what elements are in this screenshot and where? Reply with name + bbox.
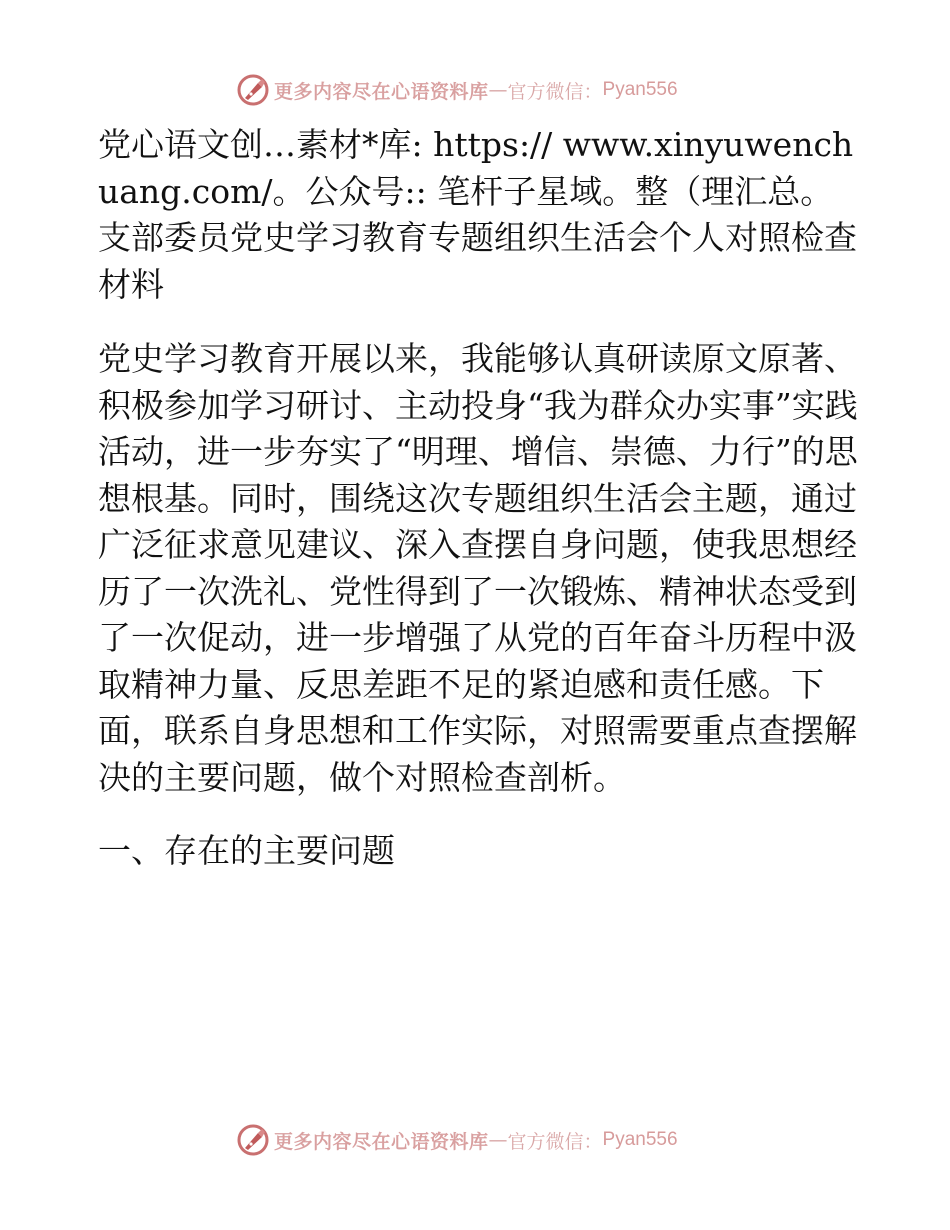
watermark-wechat-id: Pyan556 bbox=[602, 79, 678, 100]
watermark-main-text: 更多内容尽在心语资料库 bbox=[274, 80, 489, 103]
section-heading: 一、存在的主要问题 bbox=[98, 831, 395, 870]
watermark-wechat-id: Pyan556 bbox=[602, 1129, 678, 1150]
watermark-main-text: 更多内容尽在心语资料库 bbox=[274, 1130, 489, 1153]
watermark-wechat-label: 官方微信： bbox=[507, 1130, 603, 1153]
document-title-paragraph: 党心语文创…素材*库: https:// www.xinyuwenchuang.com/。公众号:: 笔杆子星域。整（理汇总。支部委员党史学习教育专题组织生活会个人对照检查材料 bbox=[98, 125, 857, 304]
watermark-separator: — bbox=[488, 1129, 508, 1151]
pen-nib-logo-icon bbox=[236, 1123, 270, 1157]
document-body bbox=[98, 122, 858, 875]
footer-watermark bbox=[236, 1120, 678, 1160]
watermark-separator: — bbox=[488, 79, 508, 101]
header-watermark bbox=[236, 70, 678, 110]
pen-nib-logo-icon bbox=[236, 73, 270, 107]
watermark-wechat-label: 官方微信： bbox=[507, 80, 603, 103]
document-body-paragraph: 党史学习教育开展以来，我能够认真研读原文原著、积极参加学习研讨、主动投身“我为群众办实事”实践活动，进一步夯实了“明理、增信、崇德、力行”的思想根基。同时，围绕这次专题组织生活会主题，通过广泛征求意见建议、深入查摆自身问题，使我思想经历了一次洗礼、党性得到了一次锻炼、精神状态受到了一次促动，进一步增强了从党的百年奋斗历程中汲取精神力量、反思差距不足的紧迫感和责任感。下面，联系自身思想和工作实际，对照需要重点查摆解决的主要问题，做个对照检查剖析。 bbox=[98, 339, 858, 797]
